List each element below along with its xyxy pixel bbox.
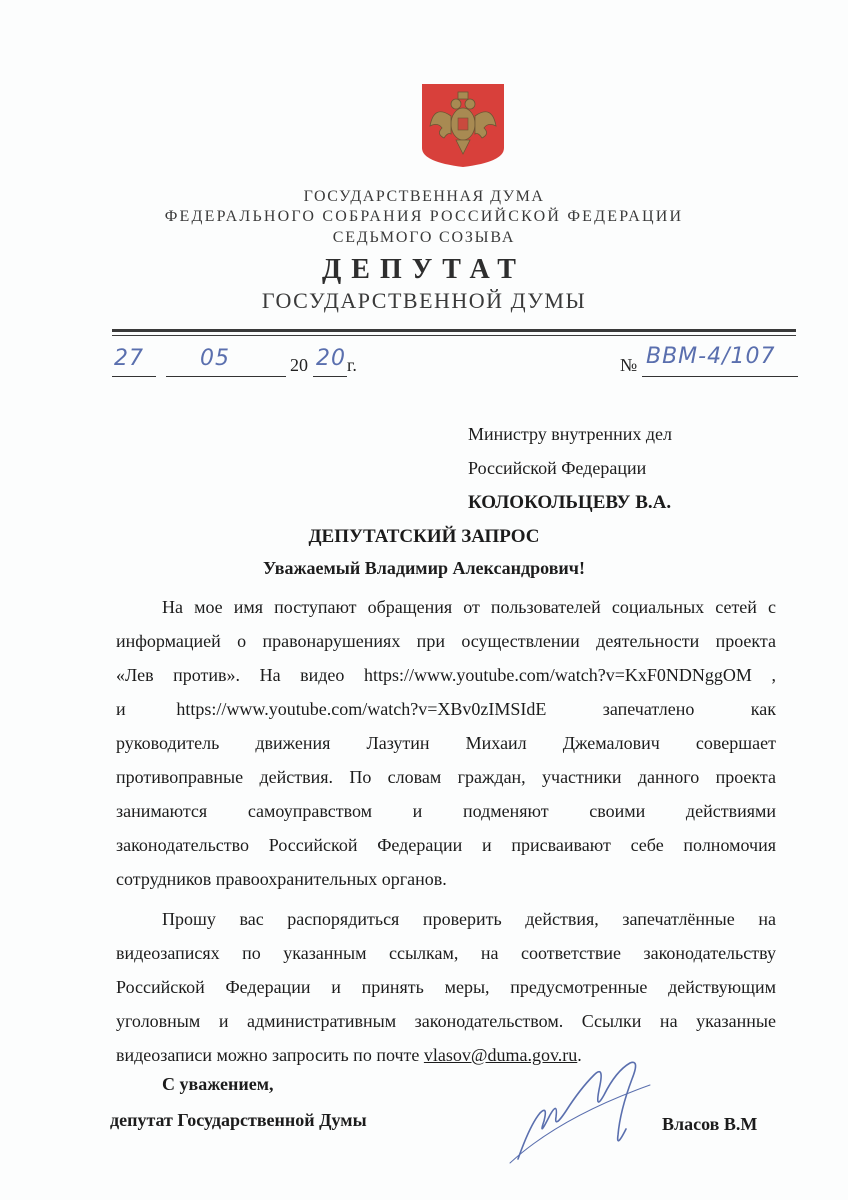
letterhead-line-3: СЕДЬМОГО СОЗЫВА [332, 229, 516, 246]
date-year-unit: г. [347, 355, 357, 375]
paragraph-1-line: занимаются самоуправством и подменяют своими действиями [116, 801, 776, 821]
paragraph-1-line: и https://www.youtube.com/watch?v=XBv0zIMSIdE запечатлено как [116, 699, 776, 719]
date-year-suffix: 20 [316, 346, 346, 371]
paragraph-1-line: законодательство Российской Федерации и присваивают себе полномочия [116, 835, 776, 855]
date-year-prefix: 20 [290, 355, 308, 375]
paragraph-1 [116, 590, 776, 896]
paragraph-2-line: Прошу вас распорядиться проверить действия, запечатлённые на [162, 909, 776, 929]
closing-regards: С уважением, [162, 1074, 274, 1094]
paragraph-1-line: сотрудников правоохранительных органов. [116, 869, 447, 889]
paragraph-2-line [116, 1038, 776, 1072]
letterhead-title: ДЕПУТАТ [322, 254, 526, 285]
paragraph-2 [116, 902, 776, 1072]
addressee-line-1: Министру внутренних дел [468, 424, 672, 444]
date-day: 27 [114, 346, 144, 371]
paragraph-1-line: «Лев против». На видео https://www.youtube.com/watch?v=KxF0NDNggOM , [116, 665, 776, 685]
handwritten-signature [500, 1055, 670, 1165]
addressee-line-2: Российской Федерации [468, 458, 647, 478]
paragraph-1-line: На мое имя поступают обращения от пользователей социальных сетей с [162, 597, 776, 617]
addressee-name: КОЛОКОЛЬЦЕВУ В.А. [468, 492, 672, 513]
paragraph-2-last-period: . [577, 1045, 582, 1065]
document-number: ВВМ-4/107 [646, 344, 776, 369]
salutation: Уважаемый Владимир Александрович! [263, 558, 585, 578]
coat-of-arms-emblem [420, 82, 506, 168]
letterhead-line-2: ФЕДЕРАЛЬНОГО СОБРАНИЯ РОССИЙСКОЙ ФЕДЕРАЦИИ [164, 208, 684, 225]
paragraph-1-line: руководитель движения Лазутин Михаил Джемалович совершает [116, 733, 776, 753]
paragraph-1-line: противоправные действия. По словам граждан, участники данного проекта [116, 767, 776, 787]
paragraph-1-line: информацией о правонарушениях при осуществлении деятельности проекта [116, 631, 776, 651]
letterhead-line-1: ГОСУДАРСТВЕННАЯ ДУМА [303, 188, 545, 205]
paragraph-2-last-text: видеозаписи можно запросить по почте [116, 1045, 424, 1065]
date-month: 05 [200, 346, 230, 371]
paragraph-2-line: уголовным и административным законодательством. Ссылки на указанные [116, 1011, 776, 1031]
letterhead-subtitle: ГОСУДАРСТВЕННОЙ ДУМЫ [261, 288, 587, 313]
closing-position: депутат Государственной Думы [110, 1110, 367, 1130]
header-rule-thick [112, 329, 796, 332]
email-link[interactable]: vlasov@duma.gov.ru [423, 1045, 578, 1065]
signatory-name: Власов В.М [662, 1114, 758, 1134]
number-sign: № [620, 355, 638, 375]
header-rule-thin [112, 335, 796, 336]
paragraph-2-line: Российской Федерации и принять меры, предусмотренные действующим [116, 977, 776, 997]
document-title: ДЕПУТАТСКИЙ ЗАПРОС [308, 526, 540, 547]
paragraph-2-line: видеозаписях по указанным ссылкам, на соответствие законодательству [116, 943, 776, 963]
